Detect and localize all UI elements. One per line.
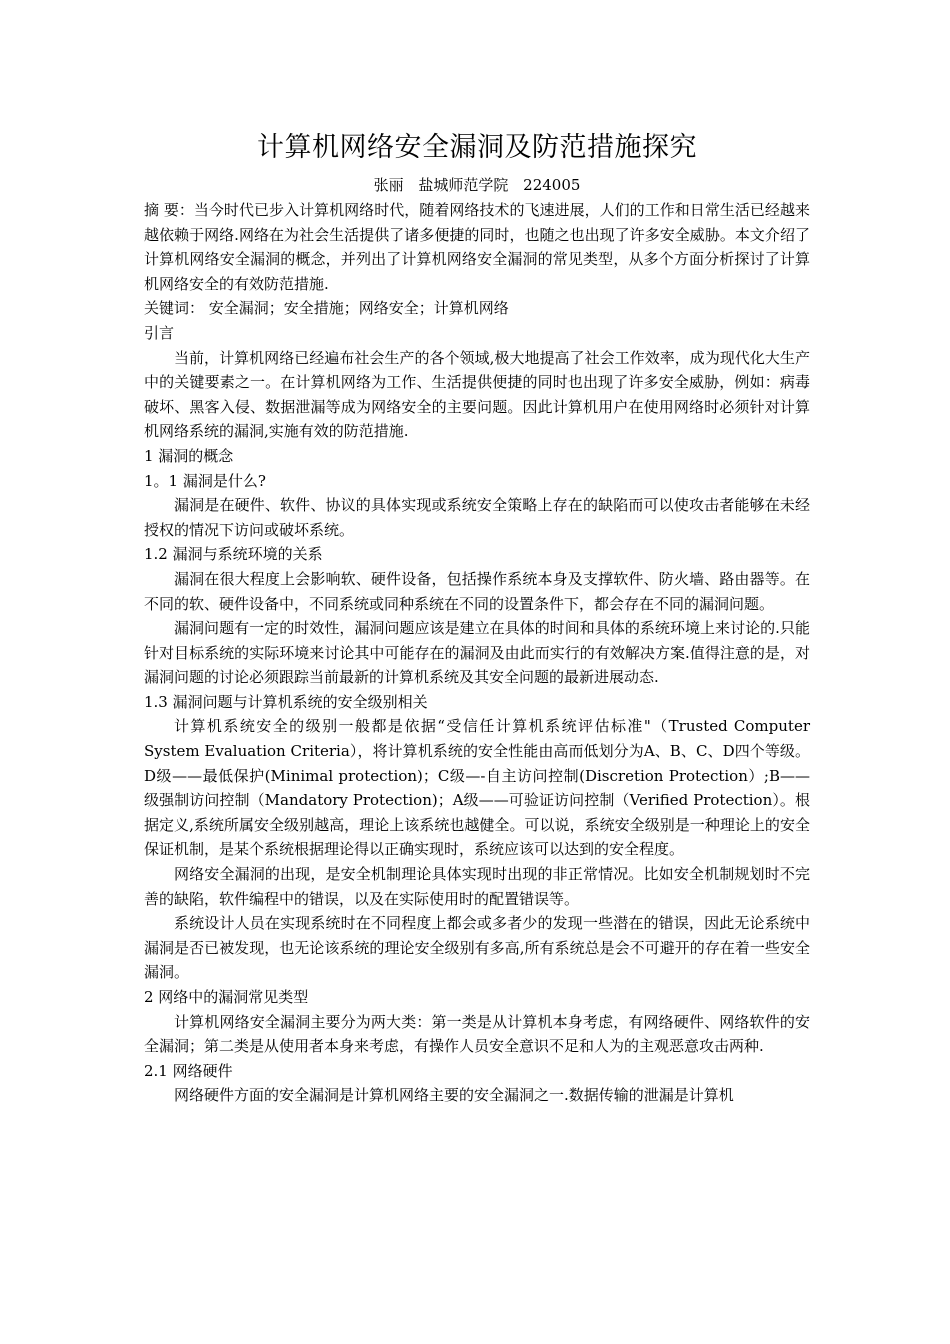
section-1-2-heading: 1.2 漏洞与系统环境的关系 [144,545,323,564]
section-1-3-paragraph-2: 网络安全漏洞的出现，是安全机制理论具体实现时出现的非正常情况。比如安全机制规划时不完善的缺陷，软件编程中的错误，以及在实际使用时的配置错误等。 [144,865,810,908]
section-2-paragraph: 计算机网络安全漏洞主要分为两大类：第一类是从计算机本身考虑，有网络硬件、网络软件的安全漏洞；第二类是从使用者本身来考虑，有操作人员安全意识不足和人为的主观恶意攻击两种. [144,1012,810,1056]
intro-paragraph: 当前，计算机网络已经遍布社会生产的各个领域,极大地提高了社会工作效率，成为现代化大生产中的关键要素之一。在计算机网络为工作、生活提供便捷的同时也出现了许多安全威胁，例如：病毒破坏、黑客入侵、数据泄漏等成为网络安全的主要问题。因此计算机用户在使用网络时必须针对计算机网络系统的漏洞,实施有效的防范措施. [144,348,810,441]
section-2-heading: 2 网络中的漏洞常见类型 [144,988,309,1006]
intro-heading: 引言 [144,323,175,342]
section-1-1-paragraph: 漏洞是在硬件、软件、协议的具体实现或系统安全策略上存在的缺陷而可以使攻击者能够在未经授权的情况下访问或破坏系统。 [144,496,810,539]
section-1-3-paragraph-3: 系统设计人员在实现系统时在不同程度上都会或多者少的发现一些潜在的错误，因此无论系统中漏洞是否已被发现，也无论该系统的理论安全级别有多高,所有系统总是会不可避开的存在着一些安全漏洞。 [144,914,810,982]
section-1-2-paragraph-1: 漏洞在很大程度上会影响软、硬件设备，包括操作系统本身及支撑软件、防火墙、路由器等。在不同的软、硬件设备中，不同系统或同种系统在不同的设置条件下，都会存在不同的漏洞问题。 [144,569,810,613]
author-affiliation: 盐城师范学院 [418,176,509,194]
abstract: 摘 要：当今时代已步入计算机网络时代，随着网络技术的飞速进展，人们的工作和日常生活已经越来越依赖于网络.网络在为社会生活提供了诸多便捷的同时，也随之也出现了许多安全威胁。本文介绍了计算机网络安全漏洞的概念，并列出了计算机网络安全漏洞的常见类型，从多个方面分析探讨了计算机网络安全的有效防范措施. [144,201,810,293]
section-1-2-paragraph-2: 漏洞问题有一定的时效性，漏洞问题应该是建立在具体的时间和具体的系统环境上来讨论的.只能针对目标系统的实际环境来讨论其中可能存在的漏洞及由此而实行的有效解决方案.值得注意的是，对漏洞问题的讨论必须跟踪当前最新的计算机系统及其安全问题的最新进展动态. [144,619,810,687]
keywords: 关键词： 安全漏洞；安全措施；网络安全；计算机网络 [144,299,509,318]
section-1-3-paragraph-1: 计算机系统安全的级别一般都是依据“受信任计算机系统评估标准"（Trusted Computer System Evaluation Criteria），将计算机系统的安全性能由高而低划分为A、B、C、D四个等级。D级——最低保护(Minimal protection)；C级—-自主访问控制(Discretion Protection）;B——级强制访问控制（Mandatory Protection)；A级——可验证访问控制（Verified Protection）。根据定义,系统所属安全级别越高，理论上该系统也越健全。可以说，系统安全级别是一种理论上的安全保证机制，是某个系统根据理论得以正确实现时，系统应该可以达到的安全程度。 [144,717,810,859]
section-1-heading: 1 漏洞的概念 [144,446,234,465]
author-line [144,172,810,198]
section-1-1-heading: 1。1 漏洞是什么? [144,471,266,490]
postcode: 224005 [523,176,581,194]
section-2-1-heading: 2.1 网络硬件 [144,1061,233,1080]
paper-title: 计算机网络安全漏洞及防范措施探究 [257,132,697,163]
section-2-1-paragraph: 网络硬件方面的安全漏洞是计算机网络主要的安全漏洞之一.数据传输的泄漏是计算机 [174,1086,734,1105]
author-name: 张丽 [373,176,404,194]
section-1-3-heading: 1.3 漏洞问题与计算机系统的安全级别相关 [144,692,428,711]
